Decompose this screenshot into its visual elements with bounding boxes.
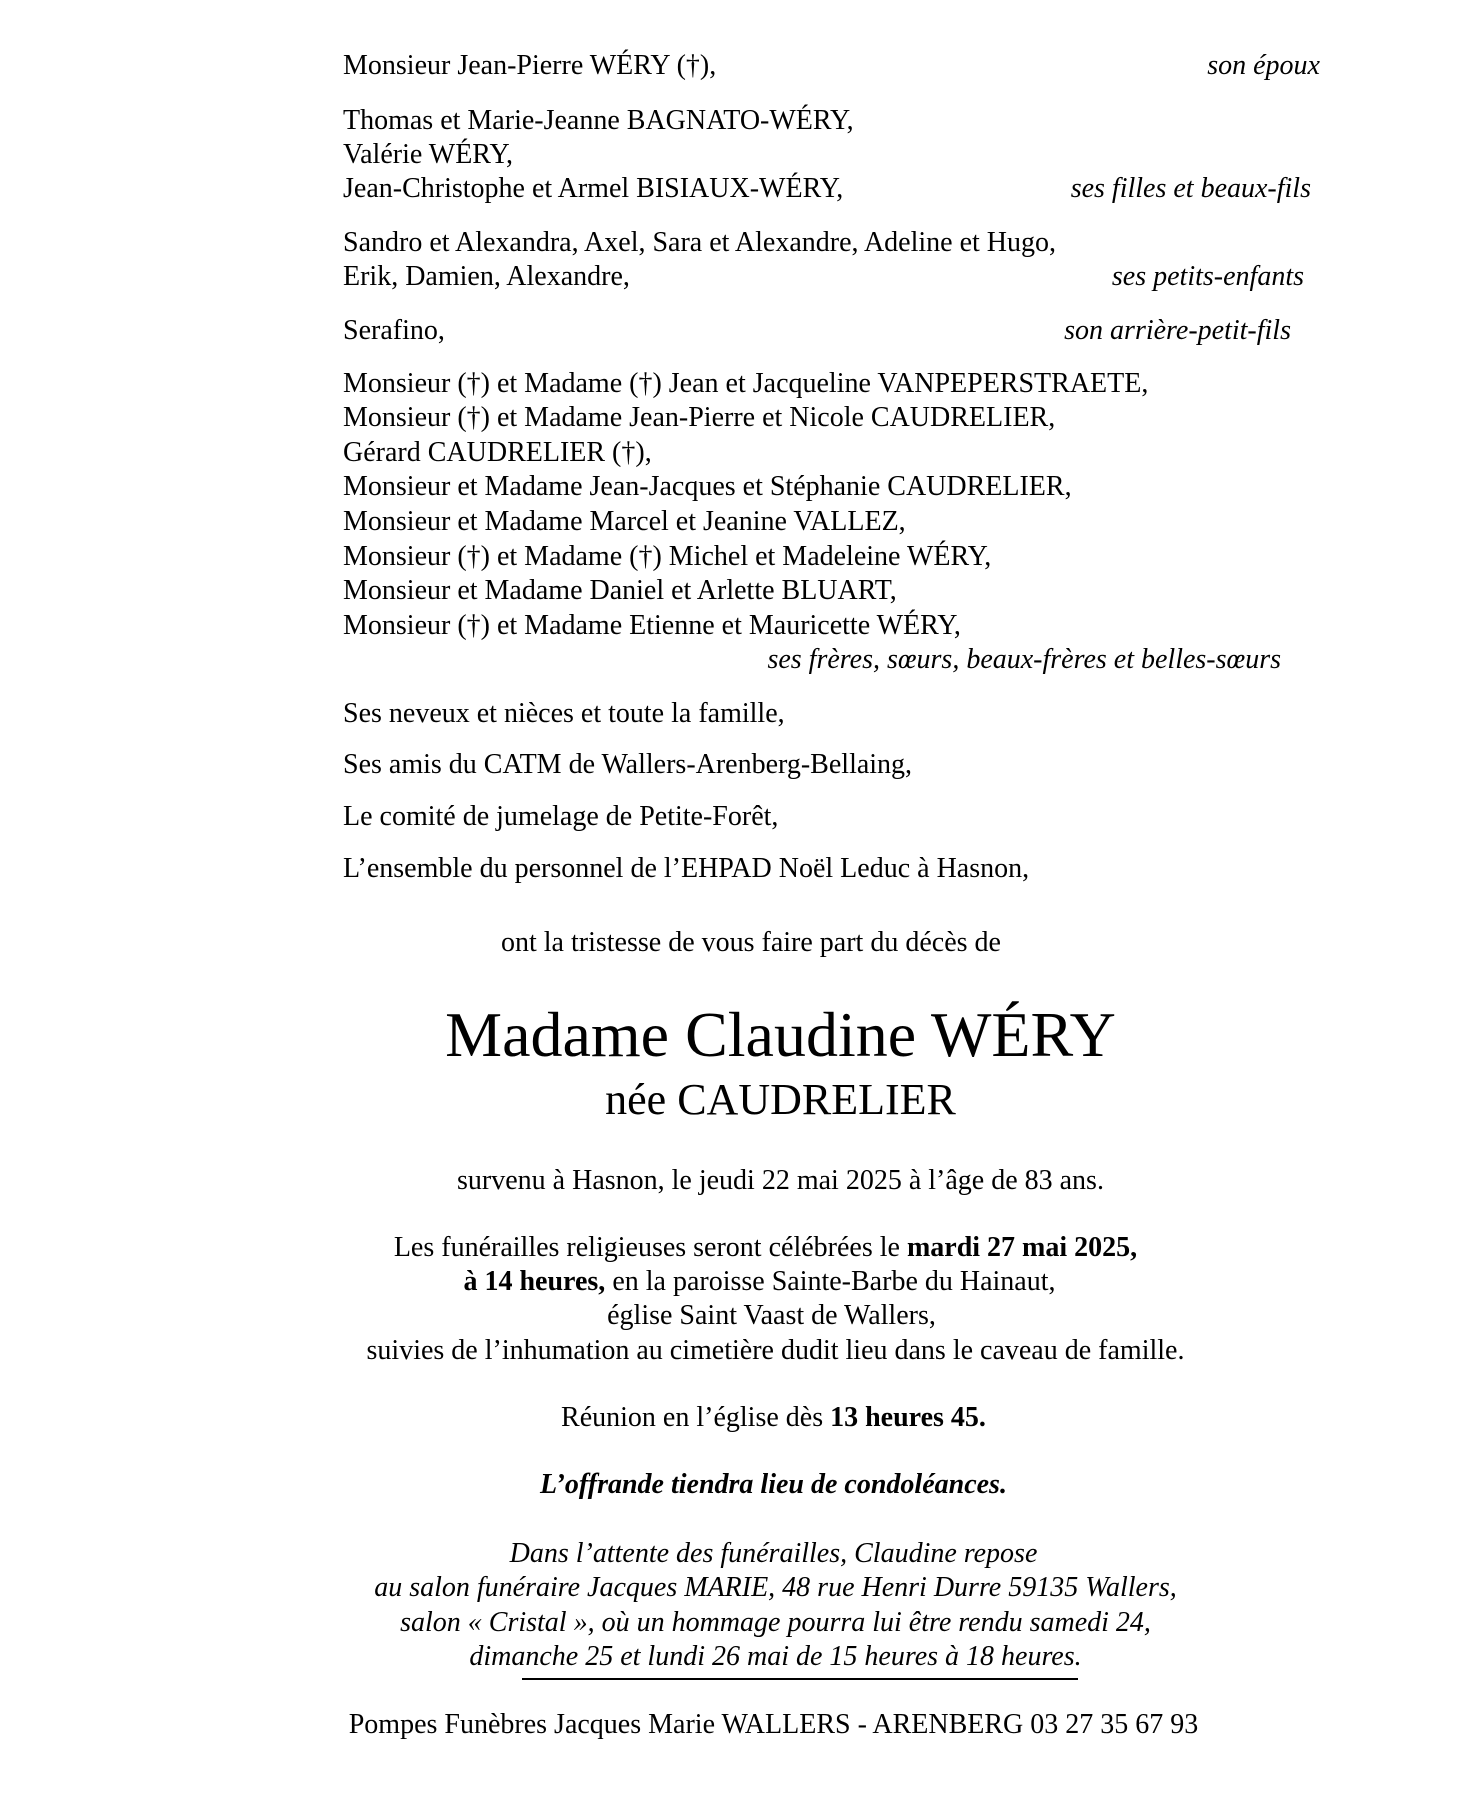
announcement: ont la tristesse de vous faire part du décès de (501, 927, 1001, 958)
funeral-line-3: église Saint Vaast de Wallers, (607, 1300, 936, 1331)
death-info: survenu à Hasnon, le jeudi 22 mai 2025 à l’âge de 83 ans. (457, 1165, 1104, 1196)
spouse-name: Monsieur Jean-Pierre WÉRY (†), (343, 50, 717, 81)
siblings-line: Monsieur (†) et Madame (†) Michel et Madeleine WÉRY, (343, 541, 992, 572)
others-line: Ses amis du CATM de Wallers-Arenberg-Bellaing, (343, 749, 913, 780)
funeral-parish: en la paroisse Sainte-Barbe du Hainaut, (605, 1266, 1056, 1297)
funeral-line-4: suivies de l’inhumation au cimetière dudit lieu dans le caveau de famille. (366, 1335, 1185, 1366)
rest-line: au salon funéraire Jacques MARIE, 48 rue Henri Durre 59135 Wallers, (374, 1572, 1177, 1603)
others-line: Le comité de jumelage de Petite-Forêt, (343, 801, 779, 832)
rest-line: dimanche 25 et lundi 26 mai de 15 heures à 18 heures. (469, 1641, 1082, 1672)
siblings-line: Gérard CAUDRELIER (†), (343, 437, 652, 468)
grandchildren-role: ses petits-enfants (1111, 261, 1304, 292)
siblings-role: ses frères, sœurs, beaux-frères et belles-sœurs (767, 644, 1281, 675)
spouse-role: son époux (1207, 50, 1320, 81)
grandchildren-line: Erik, Damien, Alexandre, (343, 261, 630, 292)
funeral-line-1 (37, 1231, 1457, 1265)
funeral-line-1-text: Les funérailles religieuses seront célébrées le (393, 1232, 907, 1263)
siblings-line: Monsieur (†) et Madame Etienne et Mauricette WÉRY, (343, 610, 961, 641)
daughters-line: Thomas et Marie-Jeanne BAGNATO-WÉRY, (343, 105, 854, 136)
siblings-line: Monsieur et Madame Jean-Jacques et Stéphanie CAUDRELIER, (343, 471, 1072, 502)
meeting-line (45, 1401, 1457, 1435)
daughters-role: ses filles et beaux-fils (1070, 173, 1311, 204)
siblings-line: Monsieur et Madame Marcel et Jeanine VALLEZ, (343, 506, 906, 537)
deceased-name: Madame Claudine WÉRY (445, 999, 1116, 1070)
rest-line: salon « Cristal », où un hommage pourra lui être rendu samedi 24, (400, 1607, 1151, 1638)
separator-line (522, 1678, 1078, 1680)
great-grandchild-role: son arrière-petit-fils (1064, 315, 1291, 346)
others-line: Ses neveux et nièces et toute la famille, (343, 698, 785, 729)
daughters-line: Jean-Christophe et Armel BISIAUX-WÉRY, (343, 173, 844, 204)
funeral-time: à 14 heures, (463, 1266, 606, 1297)
funeral-line-2 (31, 1265, 1457, 1299)
meeting-time: 13 heures 45. (830, 1402, 986, 1433)
meeting-text: Réunion en l’église dès (561, 1402, 831, 1433)
siblings-line: Monsieur et Madame Daniel et Arlette BLUART, (343, 575, 897, 606)
funeral-date: mardi 27 mai 2025, (906, 1232, 1138, 1263)
deceased-maiden-name: née CAUDRELIER (605, 1075, 956, 1124)
footer-funeral-home: Pompes Funèbres Jacques Marie WALLERS - ARENBERG 03 27 35 67 93 (348, 1709, 1199, 1740)
others-line: L’ensemble du personnel de l’EHPAD Noël Leduc à Hasnon, (343, 853, 1030, 884)
siblings-line: Monsieur (†) et Madame (†) Jean et Jacqueline VANPEPERSTRAETE, (343, 368, 1149, 399)
daughters-line: Valérie WÉRY, (343, 139, 514, 170)
offering-note: L’offrande tiendra lieu de condoléances. (540, 1469, 1007, 1500)
rest-line: Dans l’attente des funérailles, Claudine repose (509, 1538, 1038, 1569)
siblings-line: Monsieur (†) et Madame Jean-Pierre et Nicole CAUDRELIER, (343, 402, 1056, 433)
great-grandchild-name: Serafino, (343, 315, 445, 346)
grandchildren-line: Sandro et Alexandra, Axel, Sara et Alexandre, Adeline et Hugo, (343, 227, 1057, 258)
